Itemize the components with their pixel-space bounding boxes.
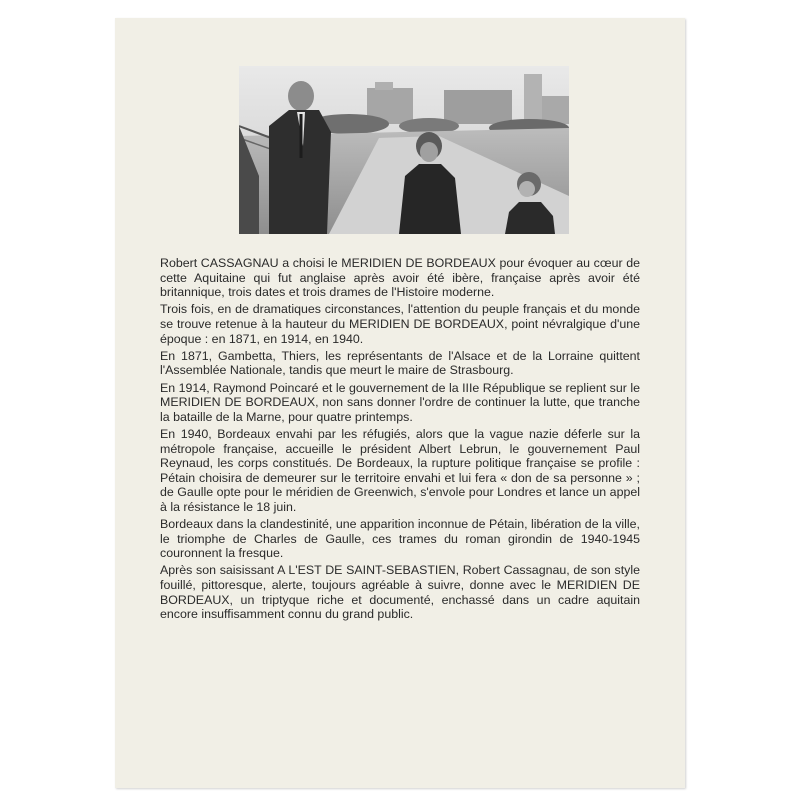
paragraph: En 1871, Gambetta, Thiers, les représentants de l'Alsace et de la Lorraine quittent l'Assemblée Nationale, tandis que meurt le maire de Strasbourg. <box>160 348 640 378</box>
paragraph: Bordeaux dans la clandestinité, une apparition inconnue de Pétain, libération de la ville, le triomphe de Charles de Gaulle, ces trames du roman girondin de 1940-1945 couronnent la fresque. <box>160 517 640 561</box>
paragraph: En 1914, Raymond Poincaré et le gouvernement de la IIIe République se replient sur le MERIDIEN DE BORDEAUX, non sans donner l'ordre de continuer la lutte, que tranche la bataille de la Marne, pour quatre printemps. <box>160 380 640 424</box>
paragraph: Après son saisissant A L'EST DE SAINT-SEBASTIEN, Robert Cassagnau, de son style fouillé, pittoresque, alerte, toujours agréable à suivre, donne avec le MERIDIEN DE BORDEAUX, un triptyque riche et documenté, enchassé dans un cadre aquitain encore insuffisamment connu du grand public. <box>160 563 640 622</box>
back-cover-text <box>160 256 640 624</box>
paragraph: Trois fois, en de dramatiques circonstances, l'attention du peuple français et du monde se trouve retenue à la hauteur du MERIDIEN DE BORDEAUX, point névralgique d'une époque : en 1871, en 1914, en 1940. <box>160 302 640 346</box>
cover-photo <box>239 66 569 234</box>
photo-illustration <box>239 66 569 234</box>
paragraph: Robert CASSAGNAU a choisi le MERIDIEN DE BORDEAUX pour évoquer au cœur de cette Aquitaine qui fut anglaise après avoir été ibère, française après avoir été britannique, trois dates et trois drames de l'Histoire moderne. <box>160 256 640 300</box>
paragraph: En 1940, Bordeaux envahi par les réfugiés, alors que la vague nazie déferle sur la métropole française, accueille le président Albert Lebrun, le gouvernement Paul Reynaud, les corps constitués. De Bordeaux, la rupture politique française se profile : Pétain choisira de demeurer sur le territoire envahi et lui fera « don de sa personne » ; de Gaulle opte pour le méridien de Greenwich, s'envole pour Londres et lance un appel à la résistance le 18 juin. <box>160 426 640 514</box>
